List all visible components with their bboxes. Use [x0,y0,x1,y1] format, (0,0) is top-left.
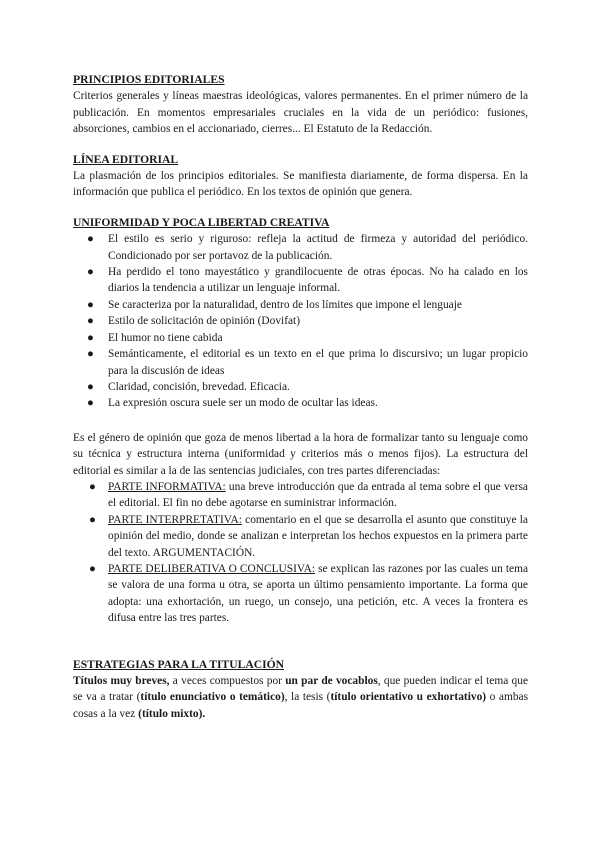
part-label: PARTE DELIBERATIVA O CONCLUSIVA: [108,562,316,575]
list-item [73,379,528,395]
list-item-text: Claridad, concisión, brevedad. Eficacia. [108,380,290,393]
document-page [73,72,528,722]
list-item [73,561,528,627]
bullet-icon: ● [87,331,94,344]
list-item [73,512,528,561]
text-run: Títulos muy breves, [73,675,170,687]
text-run: título enunciativo o temático) [140,691,285,704]
bullet-icon: ● [89,513,96,526]
heading-principios-editoriales: PRINCIPIOS EDITORIALES [73,73,225,86]
bullet-icon: ● [87,380,94,393]
heading-linea-editorial: LÍNEA EDITORIAL [73,152,179,166]
text-run: título orientativo u exhortativo) [330,691,487,704]
list-item-text: El estilo es serio y riguroso: refleja la actitud de firmeza y autoridad del periódico. Condicionado por ser portavoz de la publicación. [108,233,528,262]
text-run: , la tesis ( [284,691,331,704]
list-item-text: Estilo de solicitación de opinión (Dovifat) [108,315,301,328]
paragraph-linea: La plasmación de los principios editoriales. Se manifiesta diariamente, de forma dispersa. En la información que publica el periódico. En los textos de opinión que genera. [73,170,528,199]
bullet-icon: ● [89,562,96,575]
bullet-icon: ● [87,298,94,311]
bullet-icon: ● [89,480,96,493]
list-item [73,330,528,346]
list-item [73,479,528,512]
part-label: PARTE INTERPRETATIVA: [108,513,242,526]
text-run: , que pueden indicar el tema que se va a tratar ( [73,675,528,704]
bullet-icon: ● [87,397,94,410]
text-run: a veces compuestos por [169,675,286,687]
bullet-icon: ● [87,266,94,279]
list-item-text: Ha perdido el tono mayestático y grandilocuente de otras épocas. No ha calado en los diarios la tendencia a utilizar un lenguaje informal. [108,266,528,295]
list-item-text: La expresión oscura suele ser un modo de ocultar las ideas. [108,397,378,410]
list-item [73,297,528,313]
part-label: PARTE INFORMATIVA: [108,480,226,493]
list-item [73,264,528,297]
bullet-icon: ● [87,315,94,328]
part-text: se explican las razones por las cuales un tema se valora de una forma u otra, se aporta un último pensamiento importante. La forma que adopta: una exhortación, un ruego, un consejo, una petición, etc. A veces la frontera es difusa entre las tres partes. [108,562,528,625]
bullet-icon: ● [87,348,94,361]
part-text: una breve introducción que da entrada al tema sobre el que versa el editorial. El fin no debe agotarse en suministrar información. [108,480,528,510]
bullet-icon: ● [87,233,94,246]
text-run: (título mixto). [138,707,206,720]
list-item-text: Se caracteriza por la naturalidad, dentro de los límites que impone el lenguaje [108,298,462,311]
paragraph-principios: Criterios generales y líneas maestras ideológicas, valores permanentes. En el primer número de la publicación. En momentos empresariales cruciales en la vida de un periódico: fusiones, absorciones, cambios en el accionariado, cierres... El Estatuto de la Redacción. [73,90,528,136]
heading-uniformidad: UNIFORMIDAD Y POCA LIBERTAD CREATIVA [73,215,330,229]
list-item [73,231,528,264]
text-run: un par de vocablos [285,675,378,687]
list-item [73,346,528,379]
paragraph-genero-opinion: Es el género de opinión que goza de menos libertad a la hora de formalizar tanto su lenguaje como su técnica y estructura interna (uniformidad y criterios más o menos fijos). La estructura del editorial es similar a la de las sentencias judiciales, con tres partes diferenciadas: [73,431,528,477]
editorial-parts-list [73,479,528,627]
heading-estrategias-titulacion: ESTRATEGIAS PARA LA TITULACIÓN [73,657,284,671]
list-item [73,313,528,329]
list-item [73,395,528,411]
list-item-text: El humor no tiene cabida [108,331,223,344]
text-run: o ambas cosas a la vez [73,691,528,720]
uniformidad-bullet-list [73,231,528,411]
part-text: comentario en el que se desarrolla el asunto que constituye la opinión del medio, donde se analizan e interpretan los hechos expuestos en la primera parte del texto. ARGUMENTACIÓN. [108,513,528,559]
paragraph-estrategias [73,673,528,722]
list-item-text: Semánticamente, el editorial es un texto en el que prima lo discursivo; un lugar propicio para la discusión de ideas [108,348,528,377]
